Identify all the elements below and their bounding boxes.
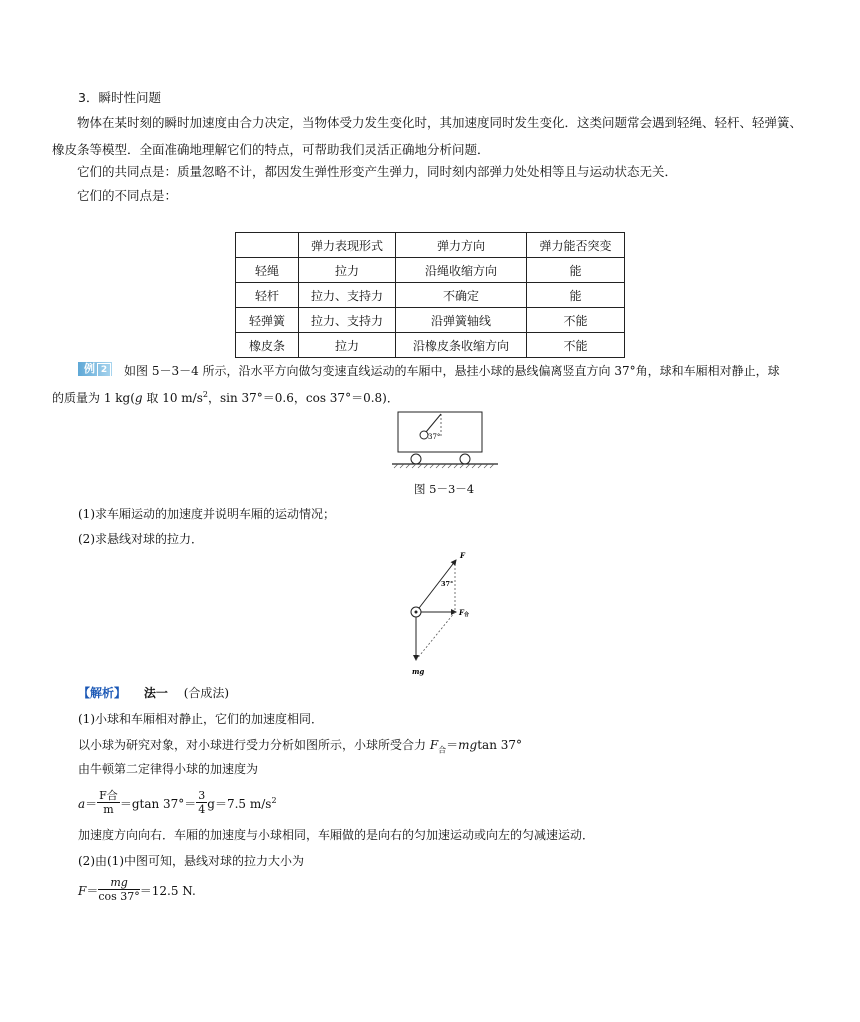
solution-step-1: (1)小球和车厢相对静止，它们的加速度相同． [78,712,323,726]
example-sup: 2 [202,390,208,399]
question-2: (2)求悬线对球的拉力． [78,532,203,546]
carriage-body [398,412,482,452]
eq-a-symbol: a [78,797,86,811]
table-row [236,258,625,283]
table-cell: 不能 [527,333,625,358]
table-header-cell: 弹力能否突变 [527,233,625,258]
force-diagram [400,548,480,678]
solution-tan: tan 37° [477,738,523,752]
table-cell: 拉力 [299,333,396,358]
carriage-figure [390,408,500,470]
fraction-denominator: 4 [198,803,206,816]
fraction-denominator: cos 37° [98,890,140,903]
table-cell: 沿橡皮条收缩方向 [396,333,527,358]
eq-F-symbol: F [78,884,87,898]
fraction-numerator: 3 [198,789,206,802]
equation-acceleration [78,786,277,819]
table-cell: 不确定 [396,283,527,308]
example-badge-number: 2 [97,363,111,377]
ground-hatching [394,464,494,468]
wheel-left [411,454,421,464]
figure-caption: 图 5－3－4 [414,482,475,496]
table-cell: 不能 [527,308,625,333]
eq-tension-result: ＝12.5 N. [139,884,196,898]
table-row [236,283,625,308]
table-header-cell: 弹力方向 [396,233,527,258]
table-cell: 拉力、支持力 [299,308,396,333]
solution-method: 法一 [143,686,168,700]
solution-method-note: (合成法) [183,686,230,700]
solution-F-symbol: F [429,738,439,752]
table-cell: 轻杆 [236,283,299,308]
solution-mg: mg [458,738,478,752]
parallelogram-dashed-line [416,612,455,660]
solution-F-sub: 合 [438,745,447,755]
eq-gtan: ＝gtan 37°＝ [119,797,197,811]
eq-sup: 2 [271,796,277,805]
force-label-F: F [460,551,465,560]
fraction-Fnet-over-m [97,789,120,816]
paragraph-common: 它们的共同点是：质量忽略不计，都因发生弹性形变产生弹力，同时刻内部弹力处处相等且与运动状态无关． [77,164,678,179]
fraction-mg-over-cos [98,876,139,903]
example-text-line2 [52,389,399,406]
example-g-value: 取 10 m/s [142,391,203,405]
example-trig-values: ，sin 37°＝0.6，cos 37°＝0.8)． [207,391,399,405]
table-cell: 沿绳收缩方向 [396,258,527,283]
solution-step-5: (2)由(1)中图可知，悬线对球的拉力大小为 [78,854,304,868]
table-header-cell [236,233,299,258]
solution-step-2 [78,736,522,755]
equation-tension [78,876,196,906]
example-mass-text: 的质量为 1 kg( [52,391,135,405]
solution-step-4: 加速度方向向右．车厢的加速度与小球相同，车厢做的是向右的匀加速运动或向左的匀减速运动． [78,828,595,842]
paragraph-differences: 它们的不同点是： [77,188,178,203]
table-cell: 沿弹簧轴线 [396,308,527,333]
table-cell: 轻弹簧 [236,308,299,333]
example-badge [78,362,112,376]
solution-step-3: 由牛顿第二定律得小球的加速度为 [78,762,259,776]
section-heading: 3．瞬时性问题 [78,90,161,105]
example-badge-label: 例 [84,362,95,375]
figure-angle-label: 37° [428,433,441,441]
table-row [236,308,625,333]
comparison-table [235,232,625,358]
table-header-cell: 弹力表现形式 [299,233,396,258]
eq-result: g＝7.5 m/s [207,797,272,811]
fraction-numerator: F合 [99,789,118,802]
table-cell: 拉力、支持力 [299,283,396,308]
solution-header [78,684,229,701]
table-header-row [236,233,625,258]
question-1: (1)求车厢运动的加速度并说明车厢的运动情况； [78,507,335,521]
force-label-Fnet: F合 [459,608,469,618]
wheel-right [460,454,470,464]
table-cell: 能 [527,283,625,308]
table-cell: 轻绳 [236,258,299,283]
example-text-line1: 如图 5－3－4 所示，沿水平方向做匀变速直线运动的车厢中，悬挂小球的悬线偏离竖直方向 37°角，球和车厢相对静止，球 [124,364,780,378]
force-label-mg: mg [412,667,425,676]
suspension-string [426,414,441,432]
eq-equals: ＝ [85,797,98,811]
table-cell: 橡皮条 [236,333,299,358]
paragraph-intro: 物体在某时刻的瞬时加速度由合力决定，当物体受力发生变化时，其加速度同时发生变化．这类问题常会遇到轻绳、轻杆、轻弹簧、橡皮条等模型．全面准确地理解它们的特点，可帮助我们灵活正确地分析问题． [52,115,803,157]
solution-tag: 【解析】 [78,686,127,700]
fraction-numerator: mg [98,876,139,890]
fraction-three-quarters [196,789,207,816]
table-row [236,333,625,358]
ball-center [415,611,418,614]
solution-equals: ＝ [446,738,459,752]
table-cell: 能 [527,258,625,283]
example-g-symbol: g [134,391,143,405]
solution-step-2-text: 以小球为研究对象，对小球进行受力分析如图所示，小球所受合力 [78,738,430,752]
table-cell: 拉力 [299,258,396,283]
fraction-denominator: m [103,803,114,816]
force-angle-label: 37° [441,580,454,588]
eq-equals: ＝ [86,884,99,898]
ball [420,431,428,439]
